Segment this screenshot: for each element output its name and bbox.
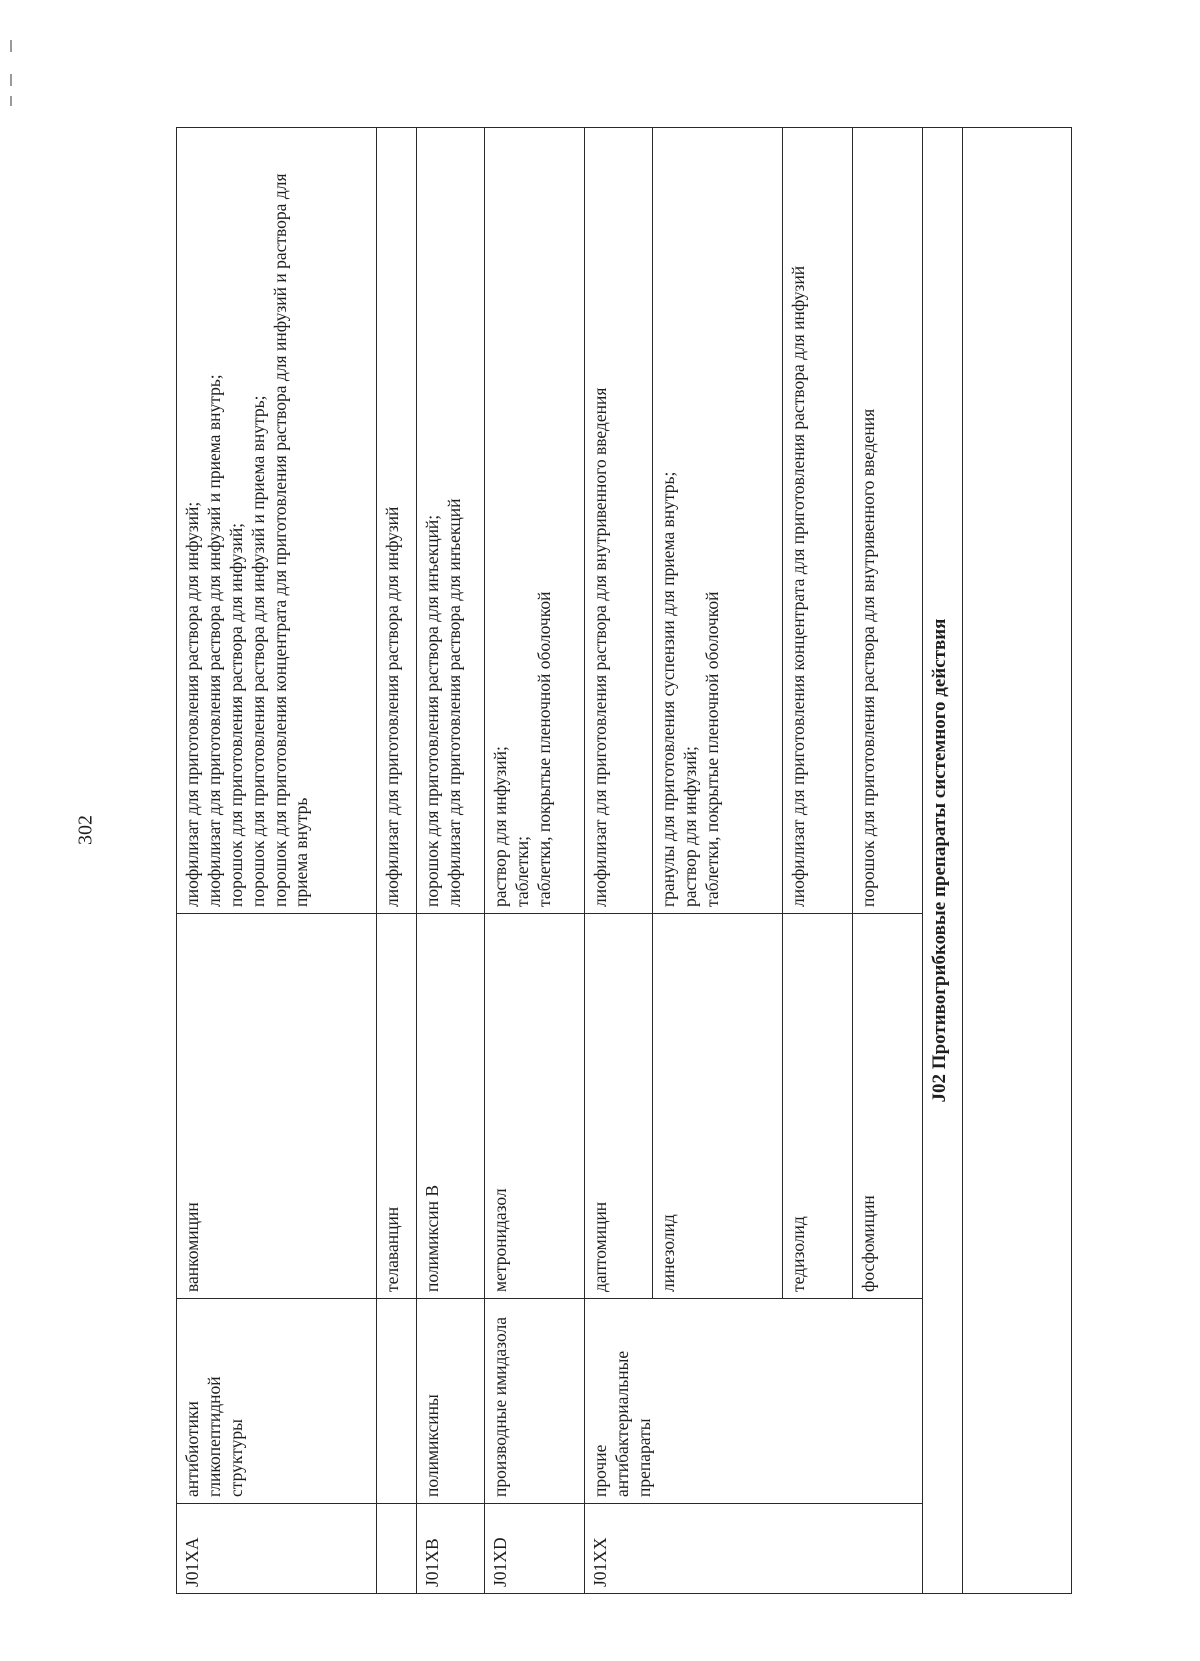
scan-mark	[10, 96, 12, 106]
group-name-cell: прочие антибактериальные препараты	[585, 1299, 923, 1504]
table-row	[177, 128, 377, 1594]
dosage-form: таблетки, покрытые пленочной оболочкой	[701, 591, 722, 907]
scan-mark	[10, 40, 12, 52]
atc-code-cell: J01XX	[585, 1504, 923, 1594]
dosage-form: лиофилизат для приготовления концентрата для приготовления раствора для инфузий	[788, 265, 808, 907]
dosage-form: раствор для инфузий;	[679, 746, 700, 907]
section-heading: J02 Противогрибковые препараты системного действия	[923, 128, 963, 1594]
dosage-forms-cell	[653, 128, 783, 914]
dosage-form: порошок для приготовления раствора для инфузий;	[225, 522, 246, 907]
table-row	[417, 128, 485, 1594]
dosage-form: порошок для приготовления раствора для инъекций;	[422, 514, 442, 907]
table-row	[963, 128, 1072, 1594]
drug-name-cell: метронидазол	[485, 914, 585, 1299]
atc-code-cell	[377, 1504, 417, 1594]
scan-mark	[10, 74, 12, 86]
dosage-form: порошок для приготовления раствора для внутривенного введения	[858, 408, 878, 907]
dosage-form: лиофилизат для приготовления раствора для инфузий и приема внутрь;	[203, 374, 224, 907]
dosage-form: лиофилизат для приготовления раствора для инфузий;	[182, 501, 202, 907]
group-name-cell: антибиотики гликопептидной структуры	[177, 1299, 377, 1504]
table-row	[923, 128, 963, 1594]
dosage-forms-cell	[377, 128, 417, 914]
dosage-form: таблетки;	[511, 836, 532, 907]
empty-cell	[963, 128, 1072, 1594]
dosage-form: лиофилизат для приготовления раствора для инфузий	[382, 506, 402, 907]
group-name-cell: производные имидазола	[485, 1299, 585, 1504]
atc-code-cell: J01XA	[177, 1504, 377, 1594]
dosage-form: раствор для инфузий;	[490, 746, 510, 907]
dosage-form: лиофилизат для приготовления раствора для инъекций	[443, 498, 464, 907]
dosage-forms-cell	[177, 128, 377, 914]
atc-code-cell: J01XB	[417, 1504, 485, 1594]
table-row	[485, 128, 585, 1594]
drug-name-cell: ванкомицин	[177, 914, 377, 1299]
atc-code-cell: J01XD	[485, 1504, 585, 1594]
drug-name-cell: фосфомицин	[853, 914, 923, 1299]
drug-name-cell: полимиксин В	[417, 914, 485, 1299]
group-name-cell: полимиксины	[417, 1299, 485, 1504]
drug-name-cell: линезолид	[653, 914, 783, 1299]
page-number: 302	[74, 815, 97, 845]
dosage-form: порошок для приготовления раствора для инфузий и приема внутрь;	[247, 395, 268, 907]
dosage-forms-cell	[783, 128, 853, 914]
table-row	[585, 128, 653, 1594]
dosage-forms-cell	[853, 128, 923, 914]
dosage-form: гранулы для приготовления суспензии для приема внутрь;	[658, 471, 678, 907]
drug-table	[176, 127, 1072, 1594]
dosage-form: порошок для приготовления концентрата для приготовления раствора для инфузий и раствора для приема внутрь	[269, 173, 312, 907]
dosage-forms-cell	[417, 128, 485, 914]
drug-name-cell: тедизолид	[783, 914, 853, 1299]
table-row	[377, 128, 417, 1594]
drug-name-cell: телаванцин	[377, 914, 417, 1299]
drug-name-cell: даптомицин	[585, 914, 653, 1299]
dosage-form: таблетки, покрытые пленочной оболочкой	[533, 591, 554, 907]
group-name-cell	[377, 1299, 417, 1504]
dosage-forms-cell	[485, 128, 585, 914]
dosage-forms-cell	[585, 128, 653, 914]
dosage-form: лиофилизат для приготовления раствора для внутривенного введения	[590, 387, 610, 907]
rotated-table-sheet	[176, 128, 1072, 1594]
